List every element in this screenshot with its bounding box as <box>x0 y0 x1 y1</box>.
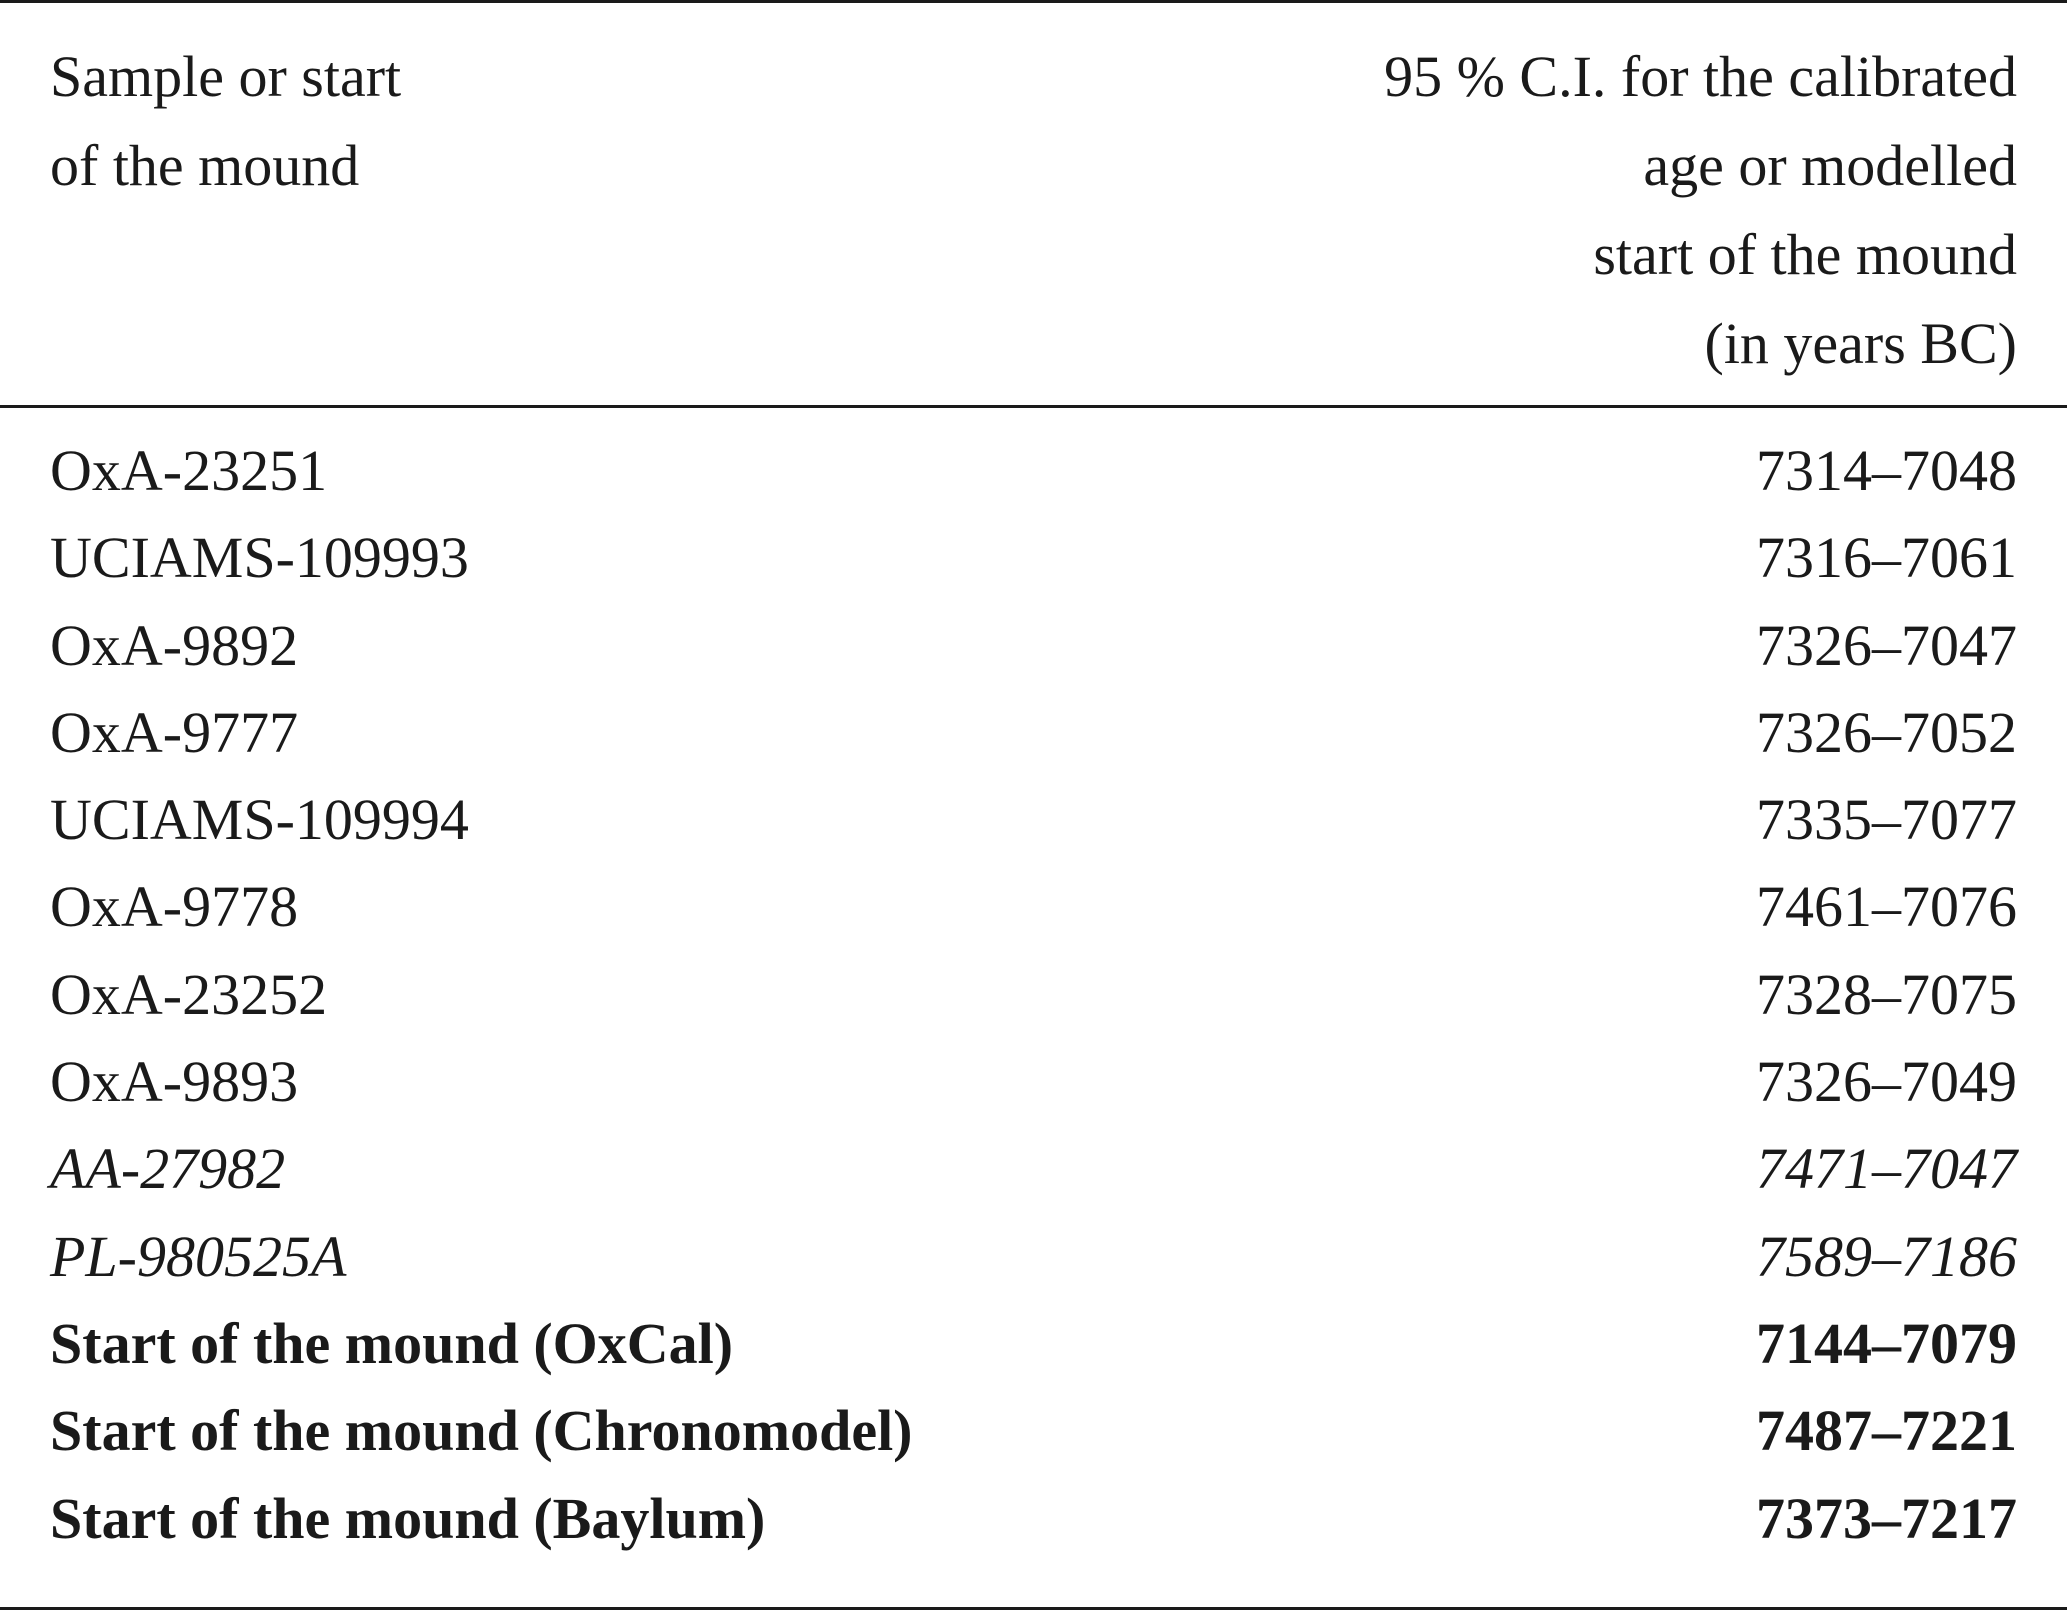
table-row <box>0 602 2067 689</box>
header-sample <box>50 32 401 210</box>
sample-cell: OxA-9893 <box>50 1049 299 1115</box>
range-cell: 7328–7075 <box>1756 961 2017 1027</box>
header-range-line: (in years BC) <box>1704 311 2017 376</box>
sample-cell: OxA-23251 <box>50 438 328 503</box>
sample-cell: Start of the mound (Baylum) <box>50 1485 766 1551</box>
range-cell: 7461–7076 <box>1756 874 2017 940</box>
header-range <box>1384 32 2017 388</box>
header-range-line: 95 % C.I. for the calibrated <box>1384 44 2017 109</box>
header-range-line: start of the mound <box>1593 222 2017 287</box>
table-row <box>0 1213 2067 1300</box>
range-cell: 7326–7047 <box>1756 612 2017 678</box>
sample-cell: Start of the mound (OxCal) <box>50 1310 734 1376</box>
sample-cell: AA-27982 <box>50 1136 286 1202</box>
range-cell: 7144–7079 <box>1756 1310 2017 1376</box>
sample-cell: UCIAMS-109993 <box>50 525 469 591</box>
sample-cell: OxA-23252 <box>50 961 328 1027</box>
range-cell: 7373–7217 <box>1756 1485 2017 1551</box>
range-cell: 7314–7048 <box>1756 438 2017 503</box>
range-cell: 7589–7186 <box>1756 1223 2017 1289</box>
range-cell: 7335–7077 <box>1756 787 2017 853</box>
top-rule <box>0 0 2067 3</box>
header-rule <box>0 405 2067 408</box>
table-row <box>0 951 2067 1038</box>
sample-cell: UCIAMS-109994 <box>50 787 469 853</box>
sample-cell: OxA-9892 <box>50 612 299 678</box>
sample-cell: PL-980525A <box>50 1223 347 1289</box>
range-cell: 7326–7049 <box>1756 1049 2017 1115</box>
header-sample-line: Sample or start <box>50 44 402 109</box>
table-body <box>0 427 2067 1562</box>
header-range-line: age or modelled <box>1643 133 2017 198</box>
range-cell: 7326–7052 <box>1756 699 2017 765</box>
header-sample-line: of the mound <box>50 133 360 198</box>
table-row <box>0 1300 2067 1387</box>
range-cell: 7471–7047 <box>1756 1136 2017 1202</box>
bottom-rule <box>0 1607 2067 1610</box>
table-row <box>0 514 2067 601</box>
range-cell: 7487–7221 <box>1756 1398 2017 1464</box>
table-row <box>0 863 2067 950</box>
table-row <box>0 776 2067 863</box>
table-row <box>0 1038 2067 1125</box>
table-row <box>0 1387 2067 1474</box>
table-row <box>0 1125 2067 1212</box>
table-row <box>0 1475 2067 1562</box>
range-cell: 7316–7061 <box>1756 525 2017 591</box>
sample-cell: OxA-9777 <box>50 699 299 765</box>
sample-cell: OxA-9778 <box>50 874 299 940</box>
table-row <box>0 689 2067 776</box>
table-row <box>0 427 2067 514</box>
sample-cell: Start of the mound (Chronomodel) <box>50 1398 913 1464</box>
